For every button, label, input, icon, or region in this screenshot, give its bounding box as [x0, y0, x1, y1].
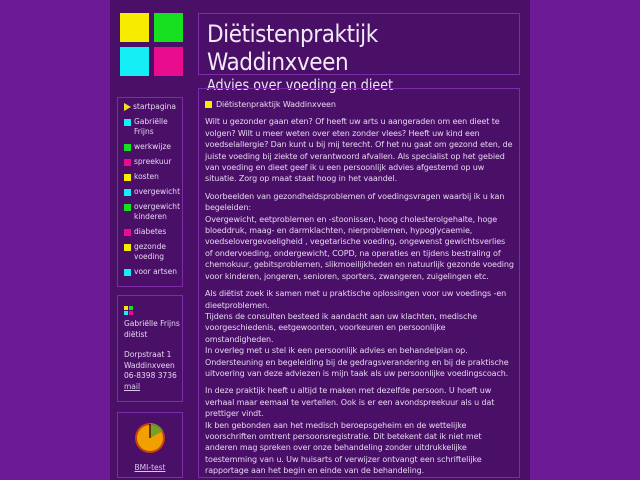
- logo: [120, 13, 183, 76]
- examples-intro: Voorbeelden van gezondheidsproblemen of voedingsvragen waarbij ik u kan begeleiden:: [205, 191, 505, 213]
- nav-item-overgewicht[interactable]: [124, 187, 182, 197]
- yellow-square-icon: [124, 244, 131, 251]
- bmi-gauge-icon: [133, 421, 167, 455]
- content-heading: Diëtistenpraktijk Waddinxveen: [216, 100, 336, 109]
- contact-phone: 06-8398 3736: [124, 371, 177, 380]
- contact-city: Waddinxveen: [124, 360, 175, 370]
- nav-item-label: voor artsen: [134, 267, 177, 276]
- nav-item-startpagina[interactable]: [124, 102, 182, 112]
- contact-role: diëtist: [124, 329, 148, 339]
- sidebar-nav: [117, 97, 183, 287]
- green-square-icon: [124, 204, 131, 211]
- nav-item-spreekuur[interactable]: [124, 157, 182, 167]
- nav-item-label: spreekuur: [134, 157, 172, 166]
- green-square-icon: [124, 144, 131, 151]
- nav-item-label: werkwijze: [134, 142, 172, 151]
- yellow-square-icon: [124, 174, 131, 181]
- privacy-2: Ik ben gebonden aan het medisch beroepsgeheim en de wettelijke voorschriften omtrent persoonsregistratie. Dit betekent dat ik niet met anderen mag spreken over onze behandeling zonder uitdrukkelijke toestemming van u. Uw huisarts of verwijzer ontvangt een schriftelijke rapportage aan het begin en einde van de behandeling.: [205, 420, 482, 476]
- nav-item-diabetes[interactable]: [124, 227, 182, 237]
- examples-paragraph: [205, 191, 515, 282]
- intro-paragraph: Wilt u gezonder gaan eten? Of heeft uw arts u aangeraden om een dieet te volgen? Wilt u meer weten over eten zonder vlees? Heeft uw kind een voedselallergie? Dan kunt u bij mij terecht. Of het nu gaat om gezond eten, de juiste voeding bij ziekte of verantwoord afvallen. Als specialist op het gebied van voeding en dieet geef ik u een persoonlijk advies afgestemd op uw situatie. Zorg op maat staat hoog in het vaandel.: [205, 117, 513, 184]
- magenta-square-icon: [124, 159, 131, 166]
- mail-link[interactable]: mail: [124, 381, 141, 391]
- cyan-square-icon: [124, 119, 131, 126]
- site-title: Diëtistenpraktijk Waddinxveen: [207, 20, 378, 76]
- approach-1: Als diëtist zoek ik samen met u praktische oplossingen voor uw voedings -en dieetproblemen.: [205, 289, 507, 310]
- contact-name: Gabriëlle Frijns: [124, 319, 180, 328]
- nav-item-label: gezonde voeding: [134, 242, 167, 261]
- site-header: [198, 13, 520, 94]
- nav-item-label: kosten: [134, 172, 159, 181]
- contact-box: [117, 295, 183, 402]
- privacy-paragraph: [205, 385, 515, 476]
- approach-2: Tijdens de consulten besteed ik aandacht aan uw klachten, medische voorgeschiedenis, eetgewoonten, voorkeuren en persoonlijke omstandigheden.: [205, 311, 478, 344]
- arrow-right-icon: [124, 103, 131, 111]
- nav-item-kosten[interactable]: [124, 172, 182, 182]
- nav-item-label: overgewicht kinderen: [134, 202, 181, 221]
- cyan-square-icon: [124, 269, 131, 276]
- mini-logo-icon: [124, 306, 134, 316]
- approach-3: In overleg met u stel ik een persoonlijk advies en behandelplan op.: [205, 346, 468, 356]
- approach-4: Ondersteuning en begeleiding bij de gedragsverandering en bij de praktische uitvoering van deze adviezen is mijn taak als uw persoonlijke voedingscoach.: [205, 357, 509, 378]
- privacy-1: In deze praktijk heeft u altijd te maken met dezelfde persoon. U hoeft uw verhaal maar eemaal te vertellen. Ook is er een avondspreekuur als u dat prettiger vindt.: [205, 386, 495, 419]
- bmi-test-link[interactable]: BMI-test: [134, 463, 166, 472]
- nav-item-label: Gabriëlle Frijns: [134, 117, 168, 136]
- nav-item-voor-artsen[interactable]: [124, 267, 182, 277]
- approach-paragraph: [205, 288, 515, 379]
- bmi-box: [117, 412, 183, 478]
- nav-item-gabri-lle-frijns[interactable]: [124, 117, 182, 137]
- nav-item-werkwijze[interactable]: [124, 142, 182, 152]
- nav-item-label: overgewicht: [134, 187, 181, 196]
- contact-street: Dorpstraat 1: [124, 350, 172, 359]
- cyan-square-icon: [124, 189, 131, 196]
- nav-item-label: startpagina: [133, 102, 177, 111]
- nav-item-overgewicht-kinderen[interactable]: [124, 202, 182, 222]
- nav-item-gezonde-voeding[interactable]: [124, 242, 182, 262]
- nav-item-label: diabetes: [134, 227, 167, 236]
- magenta-square-icon: [124, 229, 131, 236]
- yellow-square-icon: [205, 101, 212, 108]
- examples-list: Overgewicht, eetproblemen en -stoonissen, hoog cholesterolgehalte, hoge bloeddruk, maag- en darmklachten, nierproblemen, hypoglycaemie, voedselovergevoeligheid , vegetarische voeding, ongewenst gewichtsverlies of ondervoeding, ondergewicht, COPD, na operaties en tijdens bestraling of chemokuur, gebitsproblemen, slikmoeilijkheden en natuurlijk gezonde voeding voor kinderen, jongeren, senioren, sporters, zwangeren, zuigelingen etc.: [205, 214, 514, 281]
- main-content: [198, 88, 520, 478]
- site-subtitle: Advies over voeding en dieet: [207, 76, 394, 94]
